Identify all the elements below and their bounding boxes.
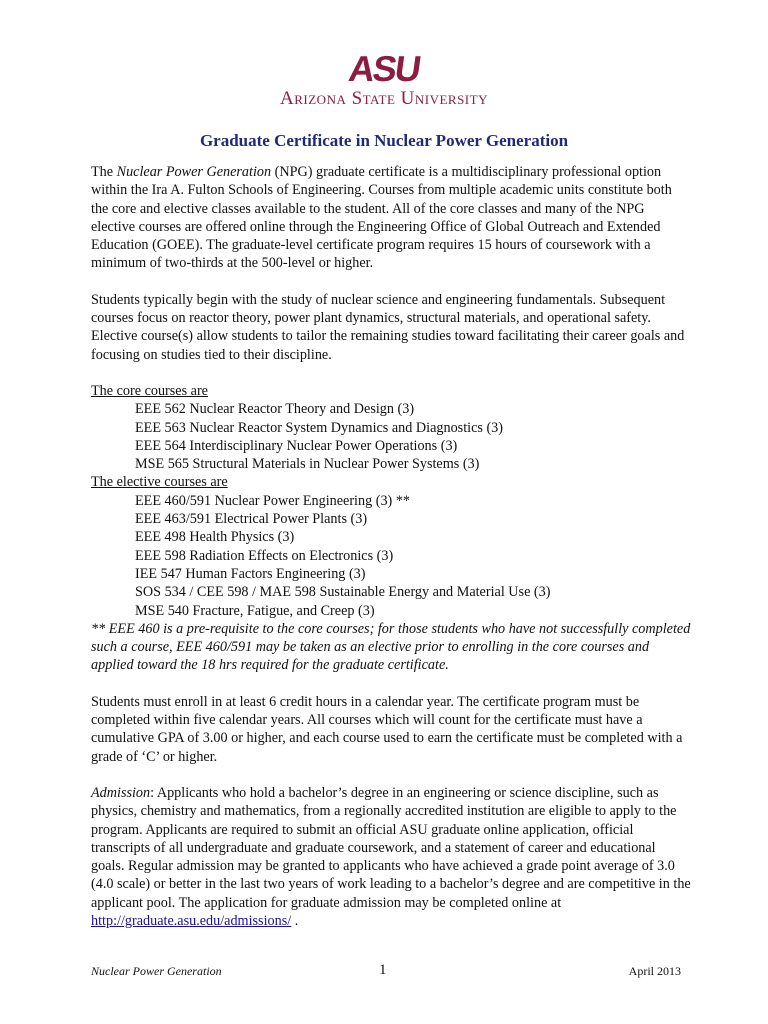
footer-date: April 2013: [628, 964, 681, 978]
course-item: IEE 547 Human Factors Engineering (3): [135, 565, 366, 582]
university-name: Arizona State University: [280, 88, 488, 109]
core-heading: The core courses are: [91, 382, 208, 399]
prerequisite-note: ** EEE 460 is a pre-requisite to the core courses; for those students who have not successfully completed such a course, EEE 460/591 may be taken as an elective prior to enrolling in the core courses and applied toward the 18 hrs required for the graduate certificate.: [91, 620, 691, 674]
course-item: EEE 564 Interdisciplinary Nuclear Power Operations (3): [135, 437, 458, 454]
program-name: Nuclear Power Generation: [116, 164, 272, 180]
course-item: EEE 562 Nuclear Reactor Theory and Design (3): [135, 401, 415, 418]
course-item: MSE 565 Structural Materials in Nuclear Power Systems (3): [135, 456, 480, 473]
admission-paragraph: [91, 784, 691, 930]
course-item: EEE 463/591 Electrical Power Plants (3): [135, 511, 368, 528]
intro-rest: (NPG) graduate certificate is a multidisciplinary professional option within the Ira A. Fulton Schools of Engineering. Courses from multiple academic units constitute both the core and elective classes available to the student. All of the core classes and many of the NPG elective courses are offered online through the Engineering Office of Global Outreach and Extended Education (GOEE). The graduate-level certificate program requires 15 hours of coursework with a minimum of two-thirds at the 500-level or higher.: [91, 164, 672, 272]
admissions-link[interactable]: http://graduate.asu.edu/admissions/: [91, 912, 292, 929]
course-item: EEE 598 Radiation Effects on Electronics (3): [135, 547, 394, 564]
course-item: SOS 534 / CEE 598 / MAE 598 Sustainable Energy and Material Use (3): [135, 584, 551, 601]
course-item: MSE 540 Fracture, Fatigue, and Creep (3): [135, 602, 375, 619]
course-item: EEE 498 Health Physics (3): [135, 529, 295, 546]
elective-heading: The elective courses are: [91, 474, 228, 491]
admission-label: Admission: [91, 784, 151, 801]
requirements-paragraph: Students must enroll in at least 6 credit hours in a calendar year. The certificate program must be completed within five calendar years. All courses which will count for the certificate must have a cumulative GPA of 3.00 or higher, and each course used to earn the certificate must be completed with a grade of ‘C’ or higher.: [91, 693, 683, 765]
intro-lead: The: [91, 164, 117, 180]
page-number: 1: [379, 962, 387, 978]
course-item: EEE 563 Nuclear Reactor System Dynamics and Diagnostics (3): [135, 419, 503, 436]
admission-text: : Applicants who hold a bachelor’s degree in an engineering or science discipline, such as physics, chemistry and mathematics, from a regionally accredited institution are eligible to apply to the program. Applicants are required to submit an official ASU graduate online application, official transcripts of all undergraduate and graduate coursework, and a statement of career and educational goals. Regular admission may be granted to applicants who have achieved a grade point average of 3.0 (4.0 scale) or better in the last two years of work leading to a bachelor’s degree and are competitive in the applicant pool. The application for graduate admission may be completed online at: [91, 784, 691, 911]
asu-logo-mark: ASU: [346, 48, 422, 89]
intro-paragraph: [91, 163, 691, 273]
page-footer: [91, 962, 681, 982]
course-item: EEE 460/591 Nuclear Power Engineering (3) **: [135, 492, 411, 509]
document-body: [91, 163, 691, 948]
asu-logo: [0, 48, 768, 110]
core-course-list: [91, 400, 691, 473]
footer-document-name: Nuclear Power Generation: [91, 964, 222, 978]
overview-paragraph: Students typically begin with the study of nuclear science and engineering fundamentals. Subsequent courses focus on reactor theory, power plant dynamics, structural materials, and operational safety. Elective course(s) allow students to tailor the remaining studies toward facilitating their career goals and focusing on studies tied to their discipline.: [91, 291, 685, 363]
admission-tail: .: [291, 912, 299, 929]
elective-course-list: [91, 492, 691, 620]
document-title: Graduate Certificate in Nuclear Power Generation: [199, 131, 569, 150]
